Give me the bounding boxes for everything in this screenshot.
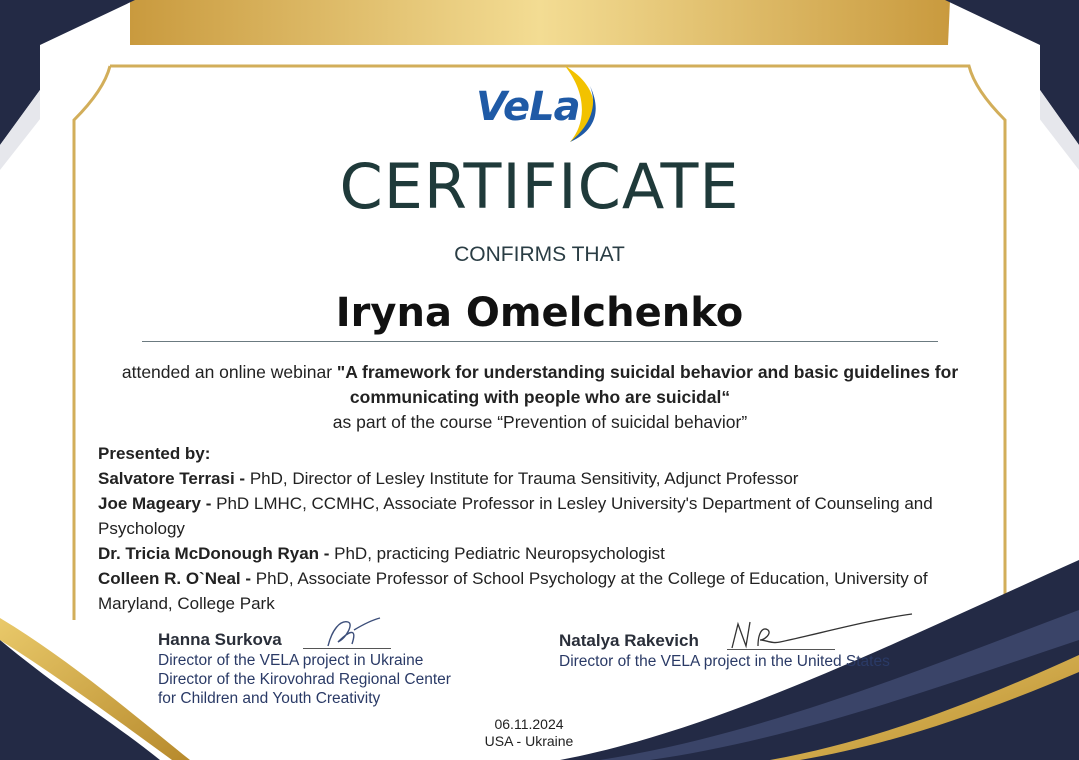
presenter-name: Dr. Tricia McDonough Ryan -	[98, 544, 335, 563]
presenter-details: PhD, Associate Professor of School Psychology at the College of Education, University of Maryland, College Park	[98, 569, 928, 613]
webinar-title: "A framework for understanding suicidal behavior and basic guidelines for communicating with people who are suicidal“	[336, 362, 959, 407]
name-underline	[142, 341, 938, 342]
top-gold-band	[130, 0, 950, 45]
handwritten-signature-left	[318, 612, 388, 652]
certificate-title: CERTIFICATE	[339, 150, 740, 223]
presenters-section	[98, 441, 988, 616]
presenter-item	[98, 491, 988, 541]
presenter-name: Joe Mageary -	[98, 494, 217, 513]
vela-logo	[470, 66, 610, 144]
signer-title: for Children and Youth Creativity	[158, 690, 381, 707]
presenter-item	[98, 466, 988, 491]
signer-title: Director of the Kirovohrad Regional Center	[158, 671, 451, 688]
presenter-item	[98, 541, 988, 566]
signer-name: Hanna Surkova	[158, 630, 282, 649]
signer-name: Natalya Rakevich	[559, 631, 699, 650]
attended-prefix: attended an online webinar	[121, 362, 337, 382]
recipient-name: Iryna Omelchenko	[335, 290, 744, 336]
signer-title: Director of the VELA project in Ukraine	[158, 652, 424, 669]
issue-date: 06.11.2024	[494, 716, 564, 732]
certificate-footer	[429, 716, 629, 750]
issue-place: USA - Ukraine	[484, 733, 574, 749]
presenters-heading: Presented by:	[98, 444, 211, 463]
confirms-that: CONFIRMS THAT	[454, 243, 625, 266]
course-line: as part of the course “Prevention of suicidal behavior”	[332, 412, 748, 432]
presenter-name: Salvatore Terrasi -	[98, 469, 250, 488]
signer-title: Director of the VELA project in the United States	[559, 653, 890, 670]
presenter-details: PhD, practicing Pediatric Neuropsychologist	[334, 544, 665, 563]
presenter-details: PhD LMHC, CCMHC, Associate Professor in Lesley University's Department of Counseling and Psychology	[98, 494, 933, 538]
handwritten-signature-right	[728, 608, 918, 654]
presenter-details: PhD, Director of Lesley Institute for Trauma Sensitivity, Adjunct Professor	[249, 469, 799, 488]
presenter-name: Colleen R. O`Neal -	[98, 569, 256, 588]
attendance-text	[100, 360, 980, 435]
logo-text: VeLa	[476, 84, 580, 130]
